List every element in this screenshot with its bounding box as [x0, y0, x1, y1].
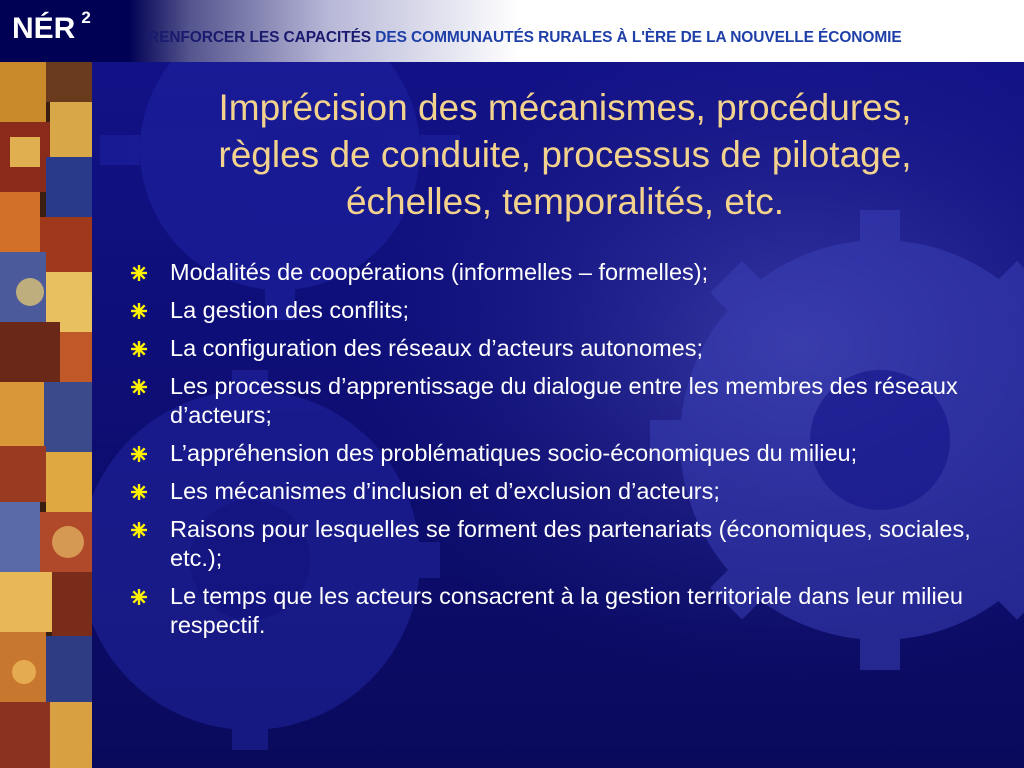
mosaic-strip [0, 62, 92, 768]
bullet-icon [130, 264, 148, 282]
header-band [0, 0, 1024, 62]
bullet-text: Les processus d’apprentissage du dialogue entre les membres des réseaux d’acteurs; [170, 373, 958, 428]
bullet-item [130, 439, 980, 468]
title-line: échelles, temporalités, etc. [345, 181, 785, 222]
logo-superscript: 2 [81, 8, 91, 27]
bullet-item [130, 296, 980, 325]
tagline [148, 29, 902, 47]
bullet-text: Le temps que les acteurs consacrent à la gestion territoriale dans leur milieu respectif. [170, 583, 963, 638]
bullet-item [130, 477, 980, 506]
logo [12, 8, 91, 46]
bullet-item [130, 372, 980, 430]
bullet-icon [130, 302, 148, 320]
bullet-icon [130, 483, 148, 501]
title-line: règles de conduite, processus de pilotage, [218, 134, 912, 175]
bullet-icon [130, 378, 148, 396]
bullet-icon [130, 340, 148, 358]
bullet-text: Modalités de coopérations (informelles – formelles); [170, 259, 709, 285]
tagline-part2: DES COMMUNAUTÉS RURALES À L'ÈRE DE LA NOUVELLE ÉCONOMIE [375, 29, 902, 46]
slide-title [130, 84, 1000, 225]
title-line: Imprécision des mécanismes, procédures, [218, 87, 912, 128]
bullet-icon [130, 588, 148, 606]
bullet-text: La gestion des conflits; [170, 297, 410, 323]
bullet-text: Raisons pour lesquelles se forment des partenariats (économiques, sociales, etc.); [170, 516, 971, 571]
bullet-item [130, 582, 980, 640]
bullet-text: Les mécanismes d’inclusion et d’exclusion d’acteurs; [170, 478, 720, 504]
bullet-icon [130, 521, 148, 539]
tagline-part1: RENFORCER LES CAPACITÉS [148, 29, 376, 46]
bullet-item [130, 334, 980, 363]
bullet-text: L’appréhension des problématiques socio-économiques du milieu; [170, 440, 858, 466]
bullet-item [130, 515, 980, 573]
logo-text: NÉR [12, 12, 76, 45]
bullet-icon [130, 445, 148, 463]
bullet-text: La configuration des réseaux d’acteurs autonomes; [170, 335, 703, 361]
mosaic-art [0, 62, 92, 768]
bullet-list [130, 258, 980, 649]
bullet-item [130, 258, 980, 287]
